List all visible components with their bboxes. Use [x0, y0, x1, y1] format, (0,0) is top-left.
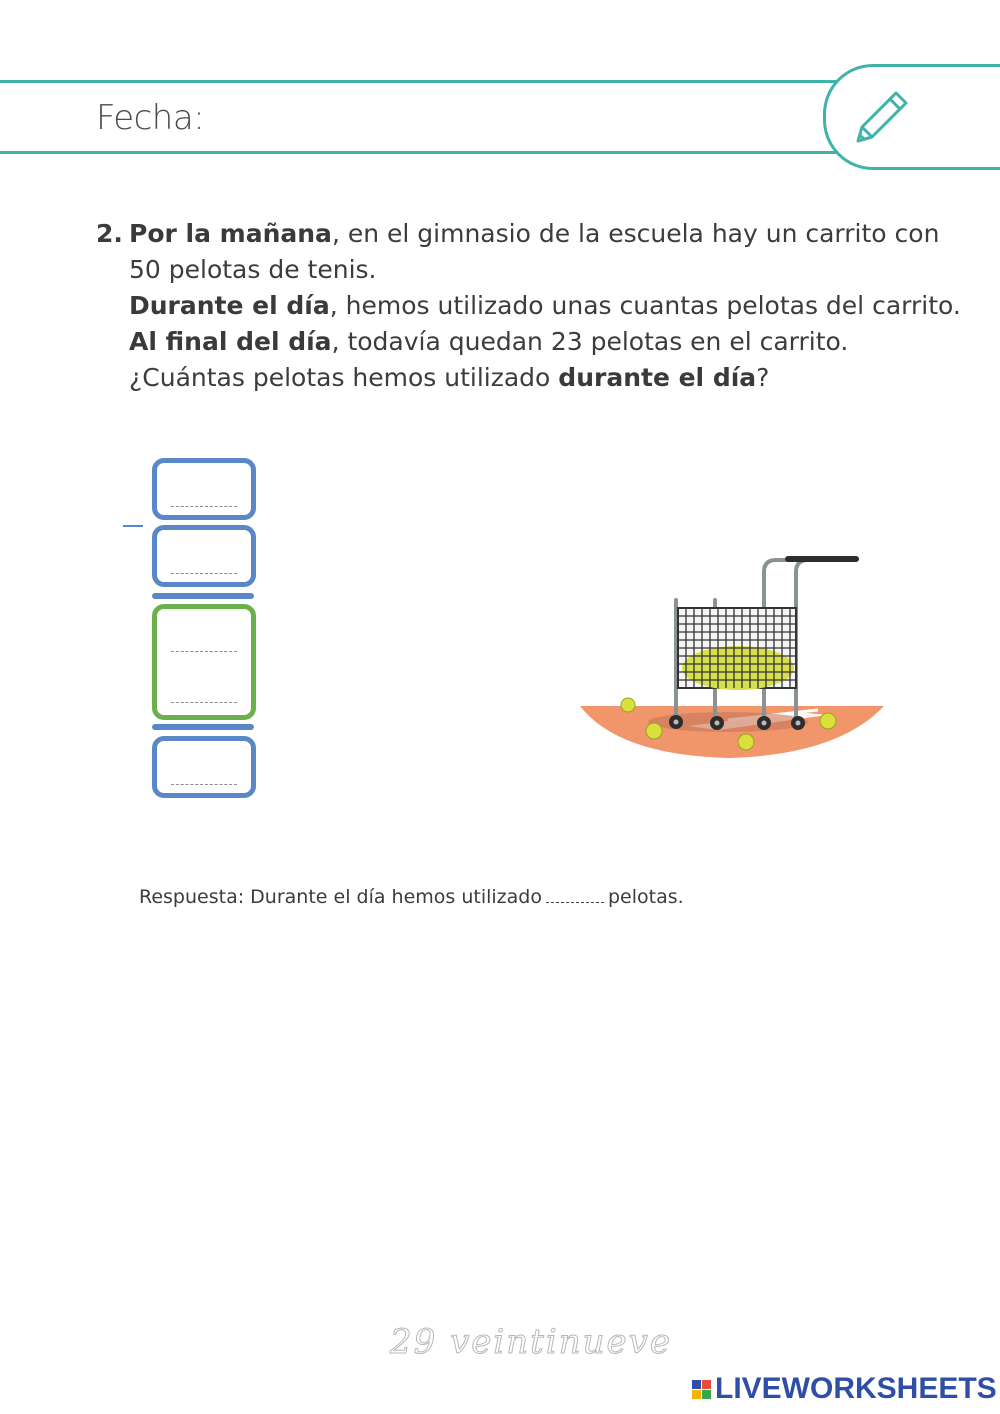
subtrahend-box[interactable]: [152, 525, 256, 587]
answer-suffix: pelotas.: [607, 886, 684, 908]
calculation-box[interactable]: [152, 604, 256, 720]
line3-text: , hemos utilizado unas cuantas pelotas del carrito.: [329, 291, 961, 320]
liveworksheets-logo-icon: [692, 1380, 711, 1399]
liveworksheets-brand: [692, 1372, 997, 1406]
tennis-cart-illustration: [578, 550, 888, 765]
minus-sign: [123, 525, 143, 527]
brand-text: LIVEWORKSHEETS: [715, 1372, 997, 1405]
pencil-icon: [850, 85, 914, 149]
result-box[interactable]: [152, 736, 256, 798]
line2-text: 50 pelotas de tenis.: [129, 255, 377, 284]
question-end: ?: [756, 363, 770, 392]
question-start: ¿Cuántas pelotas hemos utilizado: [129, 363, 559, 392]
bold-morning: Por la mañana: [129, 219, 332, 248]
operation-bar: [152, 593, 254, 599]
result-bar: [152, 724, 254, 730]
bold-end-of-day: Al final del día: [129, 327, 332, 356]
line1-text: , en el gimnasio de la escuela hay un carrito con: [331, 219, 940, 248]
problem-statement: [96, 216, 961, 396]
problem-number: 2.: [96, 219, 123, 248]
pencil-tab: [823, 64, 1000, 170]
bold-during-day: Durante el día: [129, 291, 330, 320]
page-number: 29 veintinueve: [390, 1322, 672, 1362]
answer-prefix: Respuesta: Durante el día hemos utilizado: [139, 886, 542, 908]
bold-question: durante el día: [558, 363, 757, 392]
date-label: Fecha:: [96, 98, 205, 138]
line4-text: , todavía quedan 23 pelotas en el carrito.: [331, 327, 849, 356]
answer-line: [139, 886, 684, 908]
minuend-box[interactable]: [152, 458, 256, 520]
answer-blank[interactable]: [546, 888, 604, 903]
